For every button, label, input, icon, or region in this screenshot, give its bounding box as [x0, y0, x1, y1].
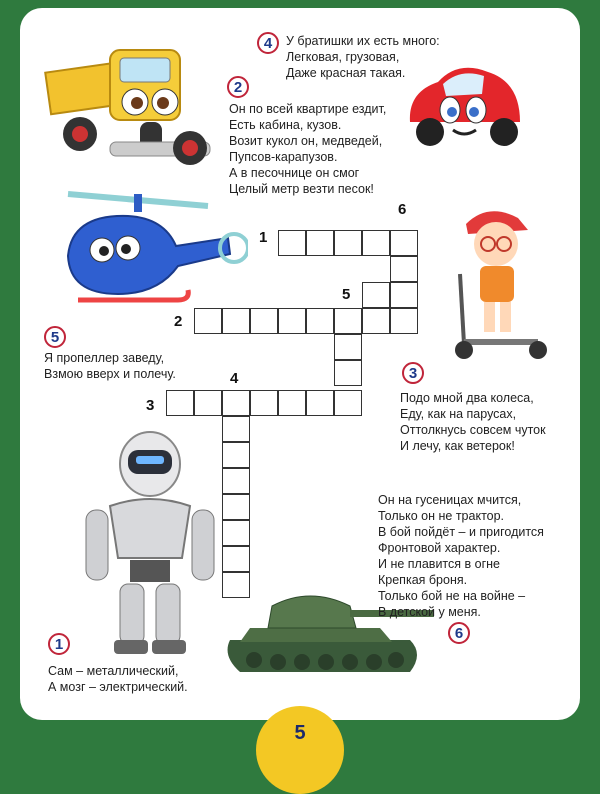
- worksheet-page: [20, 8, 580, 720]
- riddle-1-text: [48, 663, 188, 695]
- riddle-line: Он по всей квартире ездит,: [229, 102, 387, 116]
- crossword-cell[interactable]: [222, 572, 250, 598]
- crossword-cell[interactable]: [334, 390, 362, 416]
- riddle-5-text: [44, 350, 176, 382]
- crossword-cell[interactable]: [362, 230, 390, 256]
- crossword-cell[interactable]: [390, 282, 418, 308]
- crossword-cell[interactable]: [194, 308, 222, 334]
- crossword-cell[interactable]: [222, 308, 250, 334]
- riddle-line: Подо мной два колеса,: [400, 391, 534, 405]
- crossword-cell[interactable]: [222, 390, 250, 416]
- crossword-cell[interactable]: [194, 390, 222, 416]
- riddle-line: И не плавится в огне: [378, 557, 500, 571]
- dump-truck-illustration: [40, 30, 230, 170]
- riddle-line: Сам – металлический,: [48, 664, 179, 678]
- crossword-cell[interactable]: [334, 360, 362, 386]
- crossword-cell[interactable]: [362, 308, 390, 334]
- crossword-cell[interactable]: [250, 308, 278, 334]
- riddle-3-text: [400, 390, 546, 454]
- riddle-line: В детской у меня.: [378, 605, 481, 619]
- crossword-cell[interactable]: [334, 334, 362, 360]
- helicopter-illustration: [48, 176, 248, 316]
- crossword-cell[interactable]: [278, 390, 306, 416]
- boy-on-scooter-illustration: [438, 204, 558, 364]
- riddle-3-number: 3: [402, 362, 424, 384]
- riddle-4-number: 4: [257, 32, 279, 54]
- crossword-cell[interactable]: [222, 546, 250, 572]
- riddle-1-number: 1: [48, 633, 70, 655]
- clue-number-3: 3: [146, 397, 155, 414]
- riddle-6-text: [378, 492, 544, 620]
- riddle-line: Целый метр везти песок!: [229, 182, 374, 196]
- crossword-cell[interactable]: [306, 308, 334, 334]
- riddle-line: А мозг – электрический.: [48, 680, 188, 694]
- crossword-cell[interactable]: [334, 308, 362, 334]
- riddle-line: Есть кабина, кузов.: [229, 118, 342, 132]
- crossword-cell[interactable]: [278, 308, 306, 334]
- crossword-cell[interactable]: [306, 230, 334, 256]
- riddle-2-text: [229, 101, 386, 197]
- crossword-cell[interactable]: [362, 282, 390, 308]
- crossword-cell[interactable]: [390, 256, 418, 282]
- clue-number-2: 2: [174, 313, 183, 330]
- crossword-cell[interactable]: [278, 230, 306, 256]
- clue-number-6: 6: [398, 201, 407, 218]
- riddle-line: Фронтовой характер.: [378, 541, 501, 555]
- riddle-2-number: 2: [227, 76, 249, 98]
- clue-number-4: 4: [230, 370, 239, 387]
- page-number: 5: [294, 722, 306, 744]
- riddle-line: Взмою вверх и полечу.: [44, 367, 176, 381]
- riddle-line: Крепкая броня.: [378, 573, 468, 587]
- crossword-cell[interactable]: [222, 468, 250, 494]
- crossword-cell[interactable]: [222, 416, 250, 442]
- riddle-line: Только он не трактор.: [378, 509, 505, 523]
- crossword-cell[interactable]: [250, 390, 278, 416]
- clue-number-1: 1: [259, 229, 268, 246]
- riddle-line: Даже красная такая.: [286, 66, 406, 80]
- crossword-cell[interactable]: [390, 308, 418, 334]
- riddle-line: Оттолкнусь совсем чуток: [400, 423, 546, 437]
- crossword-cell[interactable]: [306, 390, 334, 416]
- riddle-line: И лечу, как ветерок!: [400, 439, 515, 453]
- riddle-line: В бой пойдёт – и пригодится: [378, 525, 544, 539]
- crossword-cell[interactable]: [222, 520, 250, 546]
- crossword-cell[interactable]: [222, 442, 250, 468]
- riddle-line: Он на гусеницах мчится,: [378, 493, 522, 507]
- riddle-line: Возит кукол он, медведей,: [229, 134, 383, 148]
- clue-number-5: 5: [342, 286, 351, 303]
- page-number-badge: [256, 706, 344, 794]
- riddle-4-text: [286, 33, 440, 81]
- crossword-cell[interactable]: [166, 390, 194, 416]
- riddle-line: Еду, как на парусах,: [400, 407, 517, 421]
- riddle-line: Пупсов-карапузов.: [229, 150, 338, 164]
- riddle-6-number: 6: [448, 622, 470, 644]
- riddle-line: Легковая, грузовая,: [286, 50, 400, 64]
- crossword-cell[interactable]: [222, 494, 250, 520]
- riddle-line: Я пропеллер заведу,: [44, 351, 165, 365]
- riddle-5-number: 5: [44, 326, 66, 348]
- robot-illustration: [70, 428, 230, 658]
- riddle-line: У братишки их есть много:: [286, 34, 440, 48]
- riddle-line: А в песочнице он смог: [229, 166, 360, 180]
- riddle-line: Только бой не на войне –: [378, 589, 526, 603]
- crossword-cell[interactable]: [334, 230, 362, 256]
- crossword-cell[interactable]: [390, 230, 418, 256]
